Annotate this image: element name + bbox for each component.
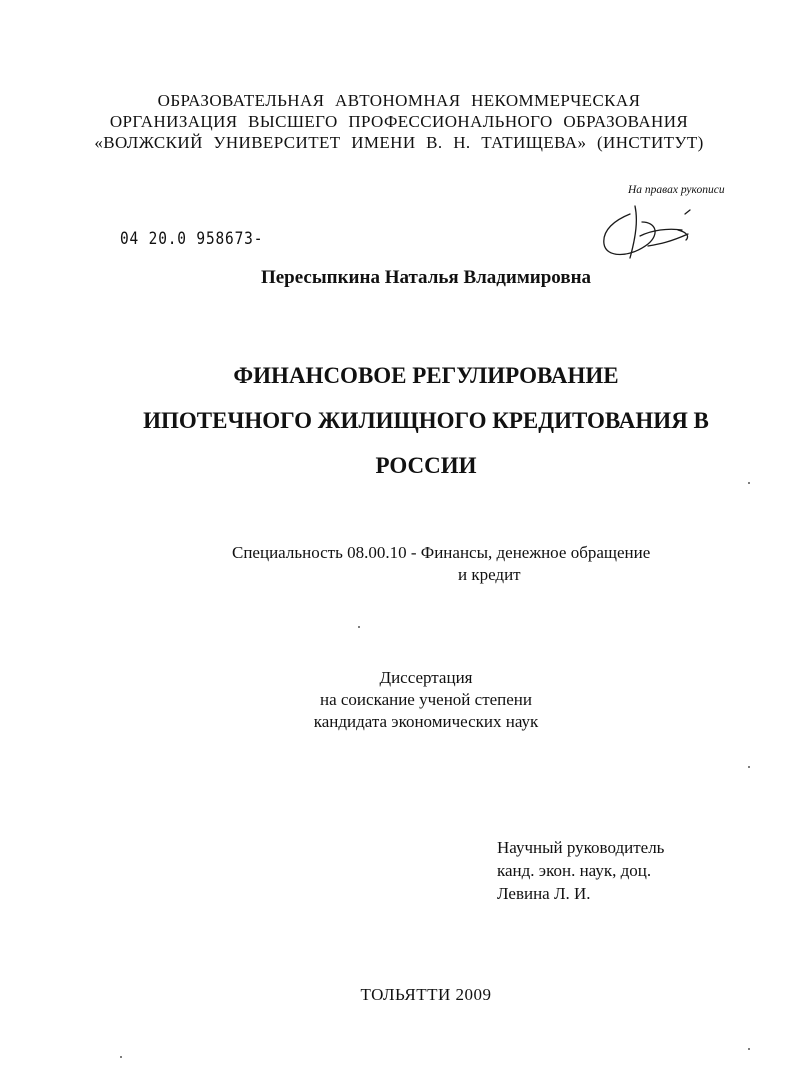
organization-line: «ВОЛЖСКИЙ УНИВЕРСИТЕТ ИМЕНИ В. Н. ТАТИЩЕВА» (ИНСТИТУТ) (94, 133, 704, 152)
library-code: 04 20.0 958673- (120, 229, 264, 249)
title-line: ФИНАНСОВОЕ РЕГУЛИРОВАНИЕ (233, 363, 619, 388)
specialty (232, 542, 650, 586)
title-line: ИПОТЕЧНОГО ЖИЛИЩНОГО КРЕДИТОВАНИЯ В (143, 408, 709, 433)
city-year: ТОЛЬЯТТИ 2009 (360, 985, 492, 1004)
degree-line: на соискание ученой степени (319, 690, 533, 709)
signature-image (590, 200, 700, 264)
manuscript-note: На правах рукописи (628, 184, 725, 196)
scan-speck (748, 482, 750, 484)
organization-line: ОБРАЗОВАТЕЛЬНАЯ АВТОНОМНАЯ НЕКОММЕРЧЕСКАЯ (157, 91, 641, 110)
supervisor-line: Научный руководитель (497, 838, 665, 857)
supervisor-line: Левина Л. И. (497, 884, 591, 903)
scan-speck (358, 626, 360, 628)
scan-speck (748, 766, 750, 768)
scan-speck (748, 1048, 750, 1050)
specialty-line: и кредит (458, 565, 521, 584)
title-line: РОССИИ (375, 453, 477, 478)
dissertation-degree (0, 667, 798, 733)
degree-line: Диссертация (379, 668, 473, 687)
organization-line: ОРГАНИЗАЦИЯ ВЫСШЕГО ПРОФЕССИОНАЛЬНОГО ОБРАЗОВАНИЯ (109, 112, 689, 131)
degree-line: кандидата экономических наук (313, 712, 539, 731)
supervisor-line: канд. экон. наук, доц. (497, 861, 652, 880)
author-name: Пересыпкина Наталья Владимировна (260, 267, 592, 288)
supervisor-block (497, 836, 664, 905)
organization-header (0, 90, 798, 153)
dissertation-title (0, 353, 798, 488)
specialty-line: Специальность 08.00.10 - Финансы, денежное обращение (232, 543, 651, 562)
scan-speck (120, 1056, 122, 1058)
